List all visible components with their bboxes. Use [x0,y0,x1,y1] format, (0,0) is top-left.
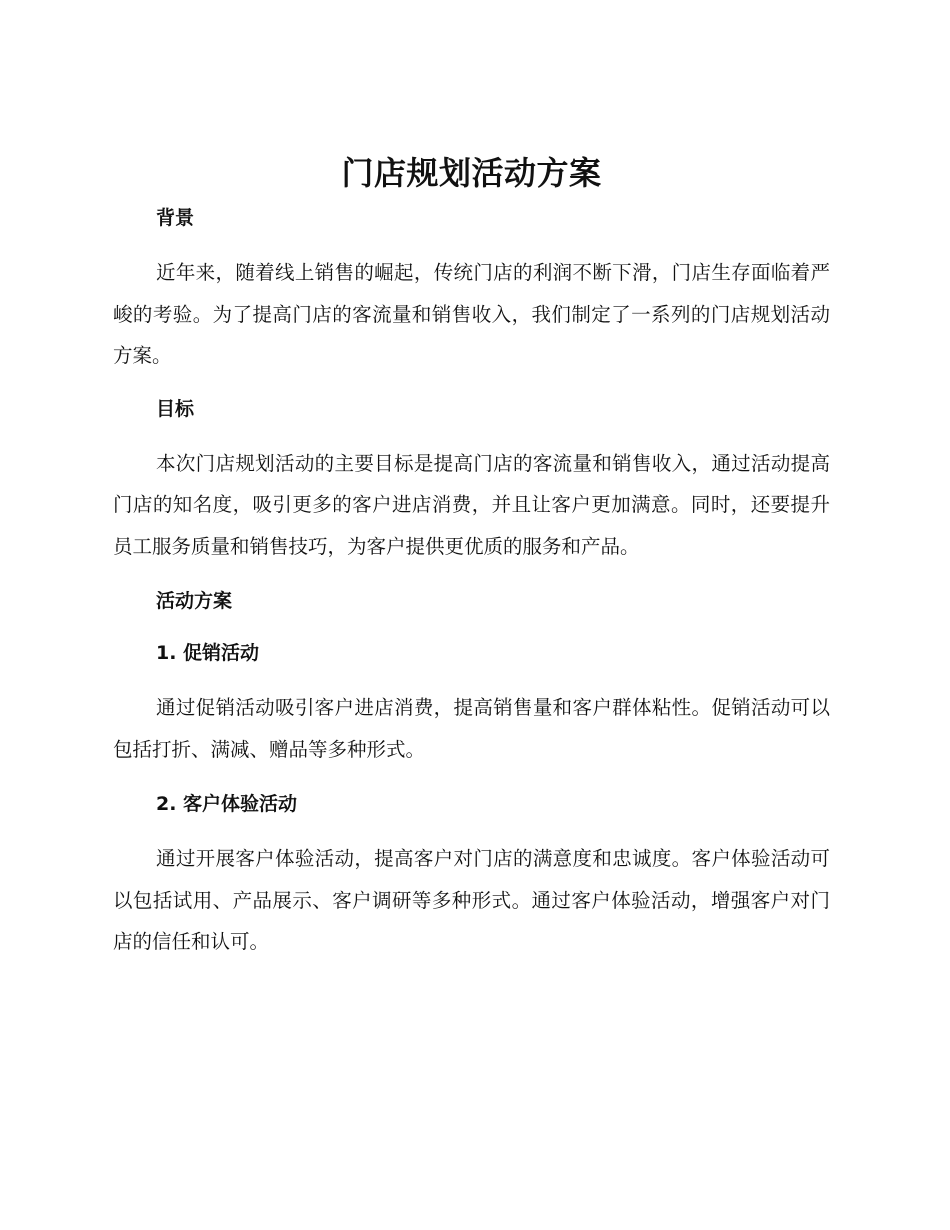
subsection-paragraph-promotion: 通过促销活动吸引客户进店消费，提高销售量和客户群体粘性。促销活动可以包括打折、满减、赠品等多种形式。 [113,696,830,761]
section-paragraph-goal: 本次门店规划活动的主要目标是提高门店的客流量和销售收入，通过活动提高门店的知名度，吸引更多的客户进店消费，并且让客户更加满意。同时，还要提升员工服务质量和销售技巧，为客户提供更优质的服务和产品。 [113,451,830,558]
document-title: 门店规划活动方案 [341,154,602,192]
section-heading-background: 背景 [156,207,195,229]
section-paragraph-background: 近年来，随着线上销售的崛起，传统门店的利润不断下滑，门店生存面临着严峻的考验。为了提高门店的客流量和销售收入，我们制定了一系列的门店规划活动方案。 [113,261,830,367]
section-heading-goal: 目标 [156,397,195,420]
subsection-heading-promotion: 1. 促销活动 [156,642,260,664]
subsection-heading-customer-experience: 2. 客户体验活动 [156,793,298,815]
section-heading-activity-plan: 活动方案 [156,590,233,612]
subsection-paragraph-customer-experience: 通过开展客户体验活动，提高客户对门店的满意度和忠诚度。客户体验活动可以包括试用、产品展示、客户调研等多种形式。通过客户体验活动，增强客户对门店的信任和认可。 [113,847,830,953]
document-body [113,150,830,963]
